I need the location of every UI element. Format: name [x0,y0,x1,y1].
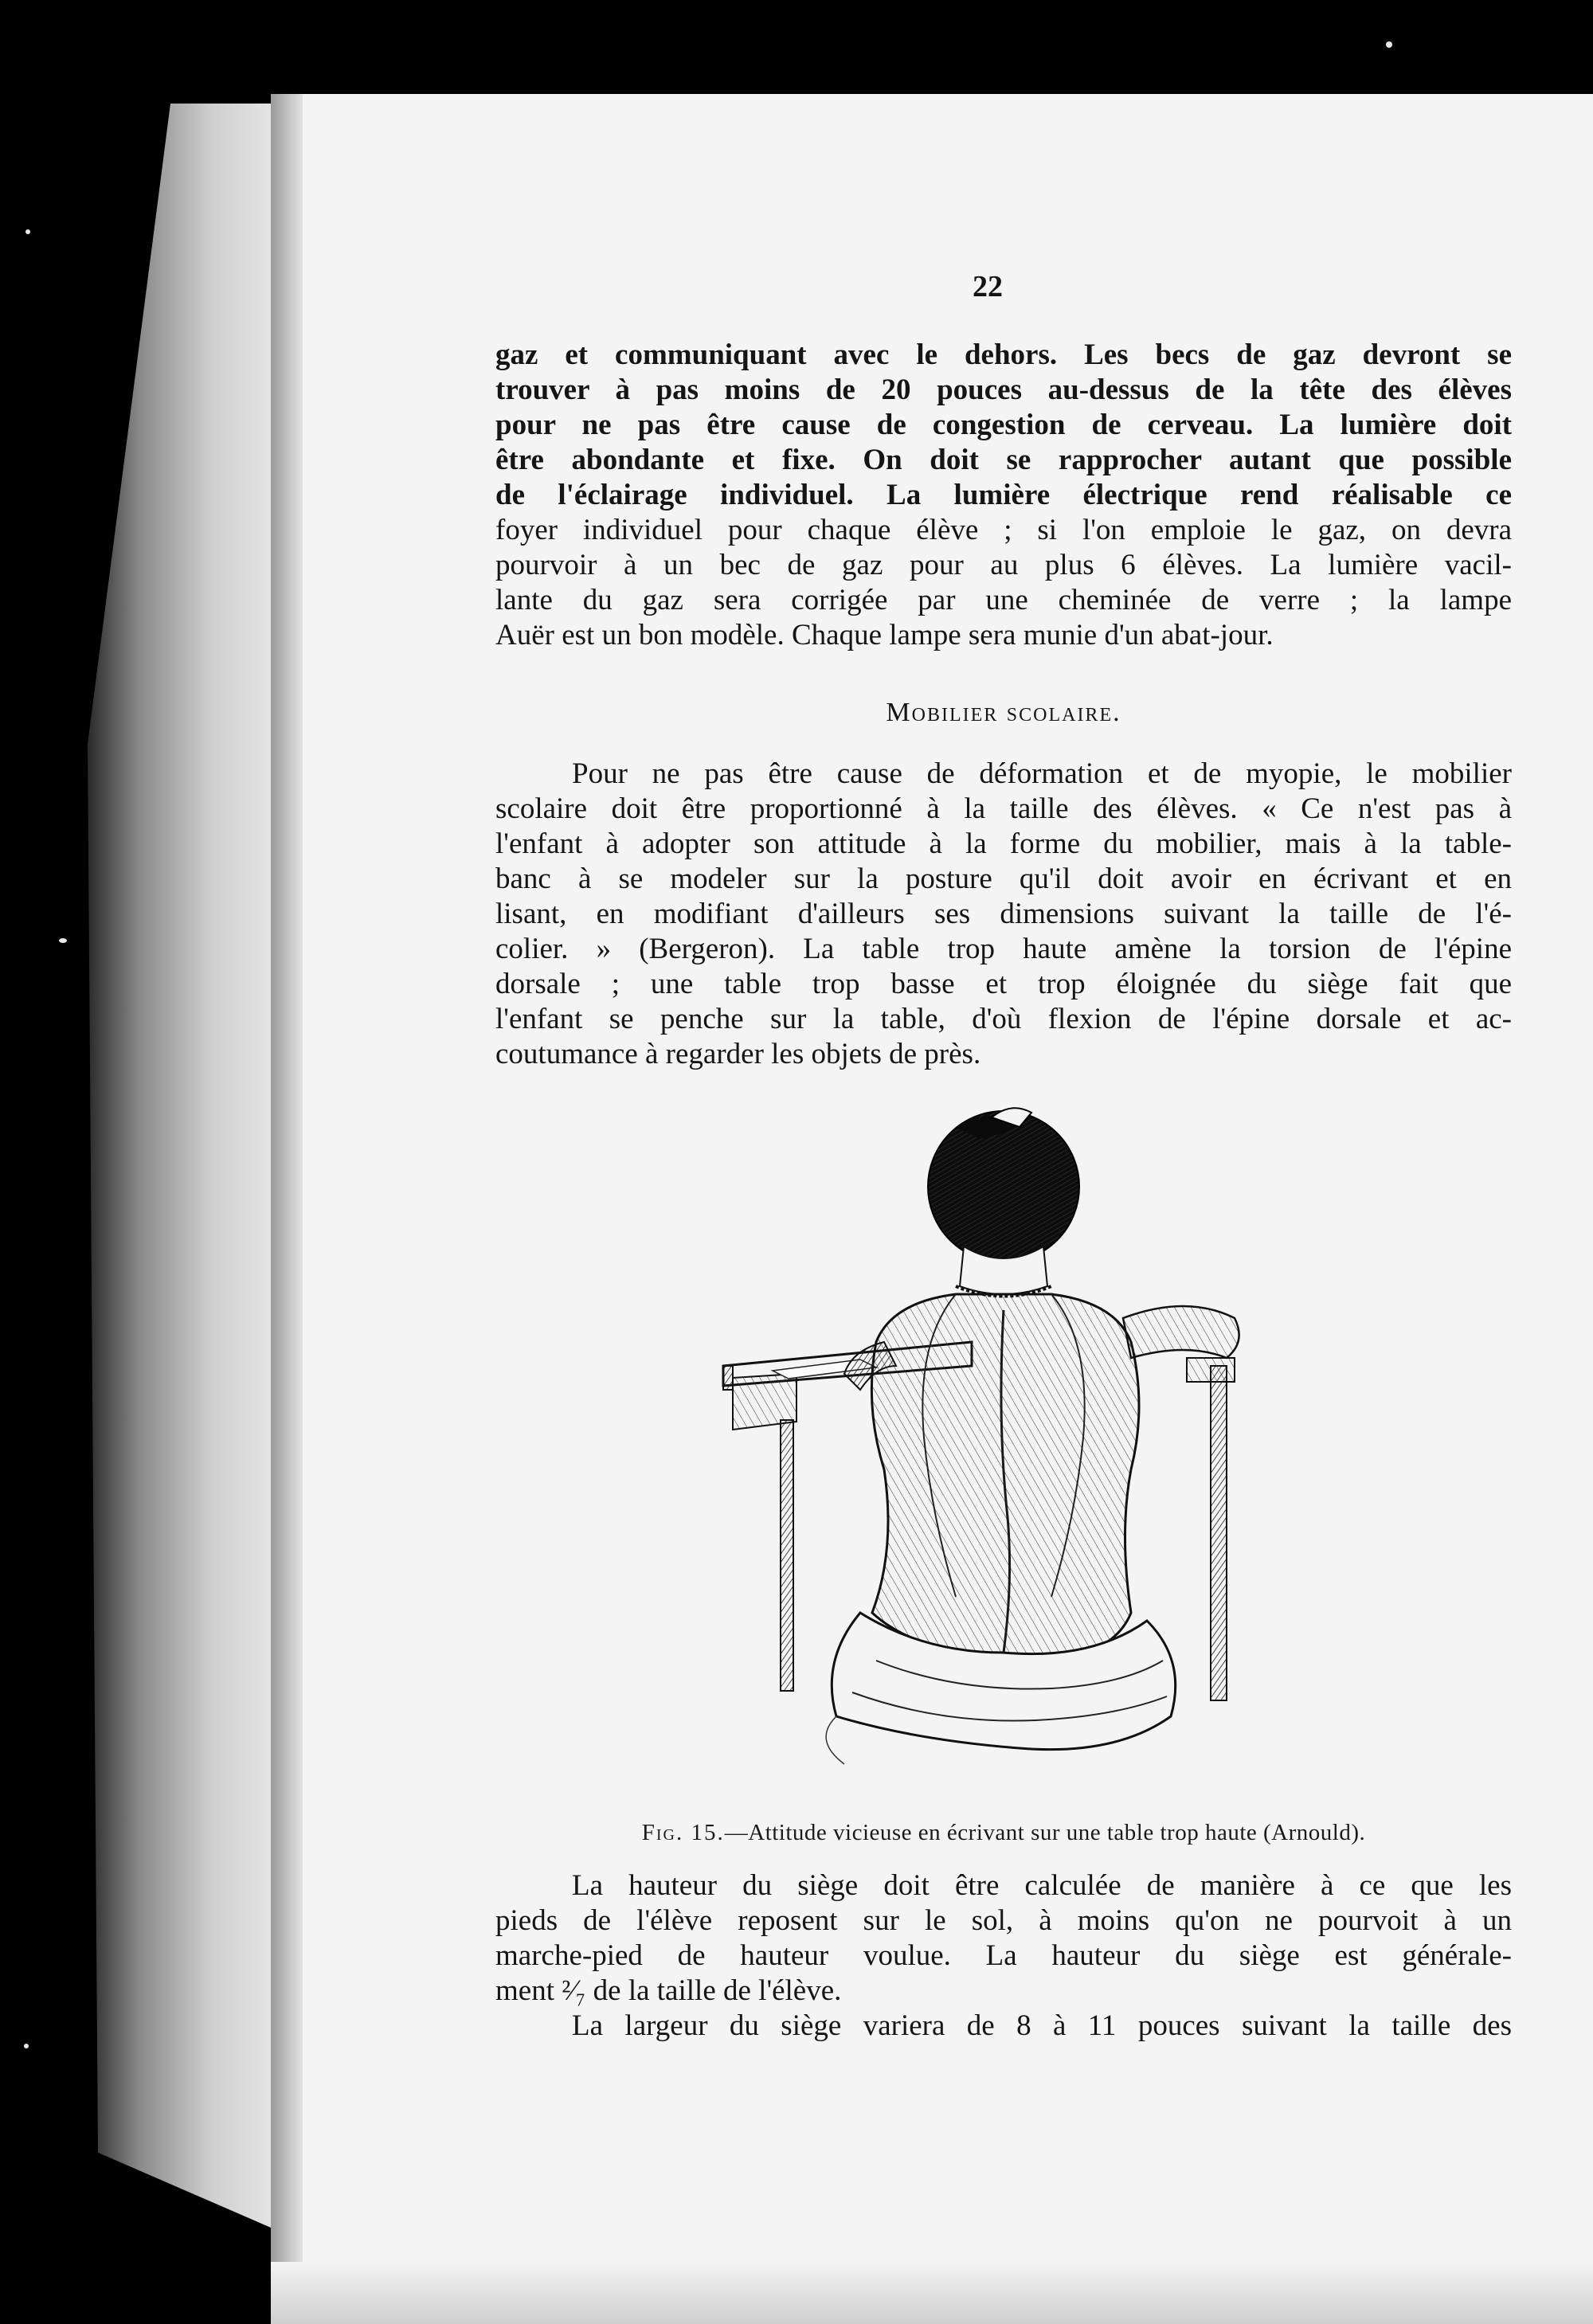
text-line: dorsale ; une table trop basse et trop éloignée du siège fait que [495,968,1512,1000]
text-line: pourvoir à un bec de gaz pour au plus 6 élèves. La lumière vacil- [495,549,1512,581]
text-line: Pour ne pas être cause de déformation et de myopie, le mobilier [572,757,1512,790]
paragraph-furniture [495,757,1512,1072]
page-gutter-shadow [271,94,303,2324]
text-line: scolaire doit être proportionné à la taille des élèves. « Ce n'est pas à [495,792,1512,825]
scan-speck [59,938,67,943]
text-line: banc à se modeler sur la posture qu'il doit avoir en écrivant et en [495,863,1512,895]
text-line: pour ne pas être cause de congestion de cerveau. La lumière doit [495,409,1512,441]
paragraph-seat [495,1868,1512,2044]
text-line: ment ²⁄₇ de la taille de l'élève. [495,1974,842,2007]
page-number: 22 [973,270,1003,303]
text-line: coutumance à regarder les objets de près. [495,1038,981,1070]
figure-caption-label: Fig. 15. [641,1820,725,1845]
page-curl-edge [88,104,295,2238]
scan-speck [24,2044,29,2048]
paragraph-lighting [495,338,1512,653]
text-line: lante du gaz sera corrigée par une cheminée de verre ; la lampe [495,584,1512,616]
text-line: gaz et communiquant avec le dehors. Les becs de gaz devront se [495,338,1512,371]
figure-illustration [717,1103,1274,1796]
scan-speck [1386,41,1392,48]
text-line: de l'éclairage individuel. La lumière électrique rend réalisable ce [495,479,1512,511]
text-line: foyer individuel pour chaque élève ; si l'on emploie le gaz, on devra [495,514,1512,546]
text-line: pieds de l'élève reposent sur le sol, à moins qu'on ne pourvoit à un [495,1904,1512,1937]
text-line: trouver à pas moins de 20 pouces au-dessus de la tête des élèves [495,374,1512,406]
text-line: l'enfant se penche sur la table, d'où flexion de l'épine dorsale et ac- [495,1003,1512,1035]
figure-caption [495,1820,1512,1846]
text-line: Auër est un bon modèle. Chaque lampe sera munie d'un abat-jour. [495,619,1274,651]
text-line: La hauteur du siège doit être calculée de manière à ce que les [572,1869,1512,1902]
page-bottom-shade [271,2262,1593,2324]
text-line: marche-pied de hauteur voulue. La hauteur du siège est générale- [495,1939,1512,1972]
section-title: Mobilier scolaire. [886,698,1121,727]
text-line: être abondante et fixe. On doit se rapprocher autant que possible [495,444,1512,476]
text-line: colier. » (Bergeron). La table trop haute amène la torsion de l'épine [495,933,1512,965]
child-at-desk-illustration [717,1103,1274,1796]
figure-caption-text: —Attitude vicieuse en écrivant sur une table trop haute (Arnould). [724,1820,1366,1845]
scan-speck [25,229,30,234]
text-line: La largeur du siège variera de 8 à 11 pouces suivant la taille des [572,2009,1512,2042]
text-line: lisant, en modifiant d'ailleurs ses dimensions suivant la taille de l'é- [495,898,1512,930]
text-line: l'enfant à adopter son attitude à la forme du mobilier, mais à la table- [495,827,1512,860]
